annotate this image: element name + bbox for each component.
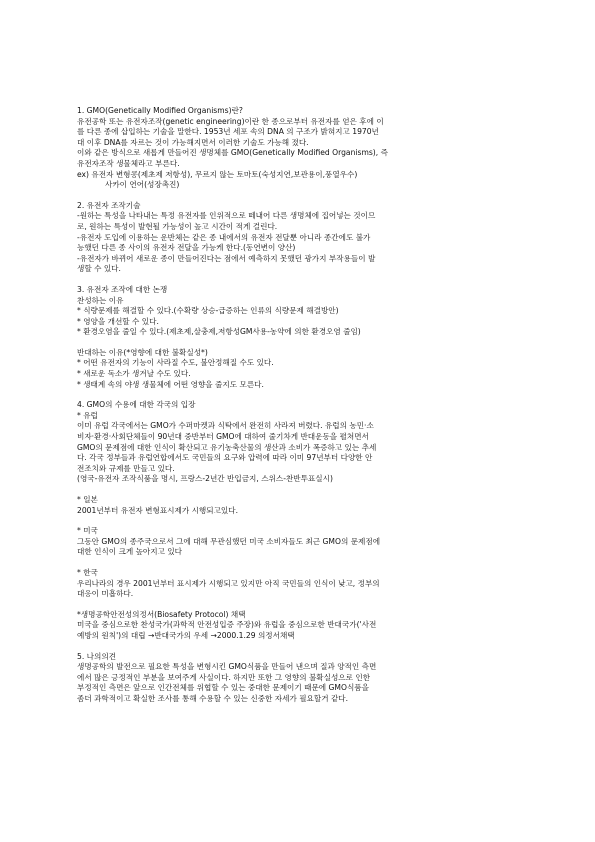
list-item: * 영양을 개선할 수 있다. [77,316,159,326]
paragraph-line: 대 이후 DNA를 자르는 것이 가능해지면서 이러한 기술도 가능해 졌다. [77,137,309,147]
paragraph-line: 미국을 중심으로한 찬성국가(과학적 안전성입증 주장)와 유럽을 중심으로한 반대국가('사전 [77,620,377,630]
section-heading: 1. GMO(Genetically Modified Organisms)란? [77,106,243,115]
paragraph-line: 우리나라의 경우 2001년부터 표시제가 시행되고 있지만 아직 국민들의 인식이 낮고, 정부의 [77,578,380,588]
section-heading: 5. 나의의견 [77,651,117,661]
paragraph-line: 로, 원하는 특성이 발현될 가능성이 높고 시간이 적게 걸린다. [77,221,278,231]
paragraph-line: 생할 수 있다. [77,264,121,274]
section-heading: 3. 유전자 조작에 대한 논쟁 [77,284,168,294]
paragraph-line: 대응이 미흡하다. [77,589,134,599]
section-heading: * 미국 [77,526,98,536]
section-heading: 4. GMO의 수용에 대한 각국의 입장 [77,400,196,410]
paragraph-line: 생명공학의 발전으로 필요한 특성을 변형시킨 GMO식품을 만들어 낸으며 질과 양적인 측면 [77,662,377,672]
paragraph-line: GMO의 문제점에 대한 인식이 확산되고 유기농축산물의 생산과 소비가 폭증하고 있는 추세 [77,442,377,452]
paragraph-line: 그동안 GMO의 종주국으로서 그에 대해 무관심했던 미국 소비자들도 최근 GMO의 문제점에 [77,536,381,546]
paragraph-line: 대한 인식이 크게 높아지고 있다 [77,547,183,557]
section-gene-manipulation [77,201,537,275]
paragraph-line: -원하는 특성을 나타내는 특정 유전자를 인위적으로 떼내어 다른 생명체에 집어넣는 것이므 [77,211,376,221]
section-heading: * 일본 [77,495,98,504]
section-my-opinion [77,652,537,705]
paragraph-line: 유전공학 또는 유전자조작(genetic engineering)이란 한 종으로부터 유전자를 얻은 후에 이 [77,116,384,126]
paragraph-line: 예방의 원칙')의 대립 →반대국가의 우세 →2000.1.29 의정서채택 [77,630,295,640]
section-korea [77,568,537,600]
paragraph-line: 찬성하는 이유 [77,295,124,305]
paragraph-line: 부정적인 측면은 앞으로 인간전체를 위협할 수 있는 중대한 문제이기 때문에 GMO식품을 [77,683,369,693]
section-heading: *생명공학안전성의정서(Biosafety Protocol) 채택 [77,609,246,619]
section-gmo-definition [77,106,537,191]
paragraph-line: 비자·환경·사회단체들이 90년대 중반부터 GMO에 대하여 줄기차게 반대운동을 펼쳐면서 [77,432,369,442]
paragraph-line: 좀더 과학적이고 확실한 조사를 통해 수용할 수 있는 신중한 자세가 필요할거 같다. [77,693,349,703]
paragraph-line: (영국-유전자 조작식품을 명시, 프랑스-2년간 반입금지, 스위스-찬반투표실시) [77,474,333,484]
section-usa [77,526,537,558]
list-item: * 생태계 속의 야생 생물체에 어떤 영향을 줄지도 모른다. [77,379,264,389]
paragraph-line: 이와 같은 방식으로 새롭게 만들어진 생명체를 GMO(Genetically Modified Organisms), 즉 [77,148,388,158]
list-item: * 식량문제를 해결할 수 있다.(수확량 상승-급증하는 인류의 식량문제 해결방안) [77,306,339,316]
paragraph-line: -유전자가 바뀌어 새로운 종이 만들어진다는 점에서 예측하지 못했던 광가지 부작용들이 발 [77,253,376,263]
list-item: * 환경오염을 줄일 수 있다.(제초제,살충제,저항성GM사용-농약에 의한 환경오염 줄임) [77,327,361,337]
section-biosafety-protocol [77,610,537,642]
section-country-positions [77,400,537,485]
sub-heading: 반대하는 이유(*영향에 대한 불확실성*) [77,347,208,357]
paragraph-line: 에서 많은 긍정적인 부분을 보여주게 사실이다. 하지만 또한 그 영향의 불확실성으로 인한 [77,672,371,682]
paragraph-line: 를 다른 종에 삽입하는 기술을 말한다. 1953년 세포 속의 DNA 의 구조가 밝혀지고 1970년 [77,127,379,137]
list-item: * 유럽 [77,410,98,420]
paragraph-line: 전조치와 규제를 만들고 있다. [77,463,175,473]
list-item: * 어떤 유전자의 기능이 사라질 수도, 불안정해질 수도 있다. [77,358,274,368]
paragraph-line: 능했던 다른 종 사이의 유전자 전달을 가능케 한다.(동연변이 양산) [77,243,296,253]
section-heading: 2. 유전자 조작기술 [77,200,141,210]
paragraph-line: 이미 유럽 각국에서는 GMO가 수퍼마켓과 식탁에서 완전히 사라져 버렸다. 유럽의 농민·소 [77,421,374,431]
paragraph-line-indented: 사카이 연어(성장촉진) [105,180,180,190]
list-item: * 새로운 독소가 생겨날 수도 있다. [77,369,191,379]
paragraph-line: 유전자조작 생물체라고 부른다. [77,158,180,168]
section-heading: * 한국 [77,567,98,577]
section-japan [77,495,537,516]
paragraph-line: 다. 각국 정부들과 유럽연합에서도 국민들의 요구와 압력에 따라 이미 97년부터 다양한 안 [77,453,373,463]
section-debate [77,285,537,390]
spacer [77,338,537,348]
document-body [77,106,537,715]
paragraph-line: -유전자 도입에 이용하는 운반체는 같은 종 내에서의 유전자 전달뿐 아니라 종간에도 불가 [77,232,371,242]
paragraph-line: ex) 유전자 변형콩(제초제 저항성), 무르지 않는 토마토(숙성지연,보관용이,풍열우수) [77,169,358,179]
paragraph-line: 2001년부터 유전자 변형표시제가 시행되고있다. [77,505,239,515]
